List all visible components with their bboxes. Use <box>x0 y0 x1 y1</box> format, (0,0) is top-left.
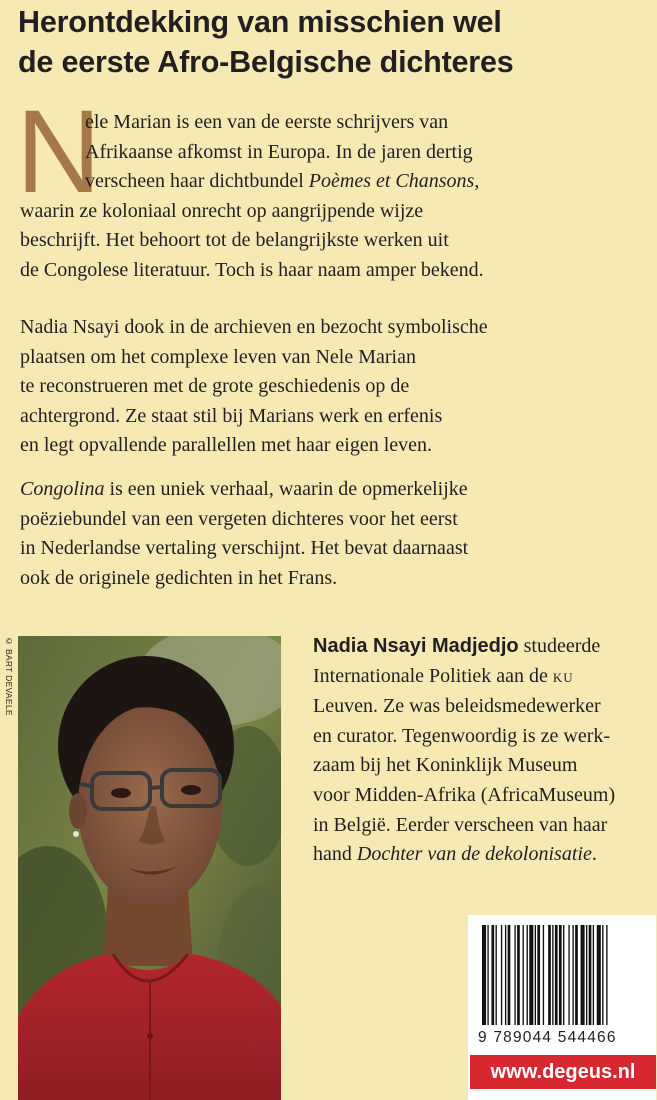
barcode-bar <box>508 925 511 1025</box>
bio-line: Internationale Politiek aan de KU <box>313 664 574 687</box>
paragraph-line: Congolina is een uniek verhaal, waarin de opmerkelijke <box>20 478 468 500</box>
bio-line: en curator. Tegenwoordig is ze werk- <box>313 724 611 747</box>
barcode-bar <box>606 925 607 1025</box>
barcode-bar <box>487 925 488 1025</box>
barcode-bar <box>529 925 533 1025</box>
paragraph-line: poëziebundel van een vergeten dichteres voor het eerst <box>20 507 458 530</box>
barcode-bar <box>586 925 587 1025</box>
paragraph-line: Nadia Nsayi dook in de archieven en bezocht symbolische <box>20 316 488 338</box>
headline <box>18 2 648 82</box>
bio-line: Leuven. Ze was beleidsmedewerker <box>313 695 601 718</box>
barcode-bar <box>602 925 603 1025</box>
bio-line: voor Midden-Afrika (AfricaMuseum) <box>313 783 616 806</box>
intro-line: waarin ze koloniaal onrecht op aangrijpende wijze <box>20 199 424 222</box>
barcode-bar <box>597 925 601 1025</box>
barcode-bar <box>548 925 551 1025</box>
paragraph-line: te reconstrueren met de grote geschiedenis op de <box>20 375 410 397</box>
paragraph-line: en legt opvallende parallellen met haar eigen leven. <box>20 434 433 456</box>
barcode-bar <box>593 925 594 1025</box>
barcode-bar <box>543 925 544 1025</box>
paragraph-2 <box>20 313 640 461</box>
headline-line-1: Herontdekking van misschien wel <box>18 5 502 39</box>
barcode-bar <box>552 925 553 1025</box>
barcode-bar <box>572 925 573 1025</box>
barcode-bar <box>568 925 569 1025</box>
book-title-dochter: Dochter van de dekolonisatie <box>356 843 592 866</box>
barcode-bar <box>537 925 540 1025</box>
intro-line: beschrijft. Het behoort tot de belangrijkste werken uit <box>20 229 449 251</box>
bio-line: zaam bij het Koninklijk Museum <box>313 754 578 777</box>
book-title-congolina: Congolina <box>20 478 105 500</box>
intro-line: Afrikaanse afkomst in Europa. In de jaren dertig <box>85 140 473 163</box>
headline-line-2: de eerste Afro-Belgische dichteres <box>18 45 514 79</box>
paragraph-3 <box>20 475 640 593</box>
publisher-website[interactable]: www.degeus.nl <box>470 1055 656 1089</box>
paragraph-line: plaatsen om het complexe leven van Nele Marian <box>20 345 416 368</box>
intro-line: de Congolese literatuur. Toch is haar naam amper bekend. <box>20 258 484 281</box>
book-title-poemes: Poèmes et Chansons <box>308 170 475 192</box>
barcode-bar <box>559 925 562 1025</box>
barcode-bar <box>505 925 506 1025</box>
bio-line: hand Dochter van de dekolonisatie. <box>313 843 597 866</box>
barcode-bar <box>535 925 536 1025</box>
barcode-bar <box>496 925 497 1025</box>
barcode-bar <box>589 925 592 1025</box>
photo-credit: © BART DEVAELE <box>4 636 14 716</box>
author-photo <box>18 636 281 1100</box>
barcode-bar <box>491 925 494 1025</box>
intro-line: ele Marian is een van de eerste schrijvers van <box>85 111 449 133</box>
barcode-bar <box>501 925 502 1025</box>
barcode-bar <box>517 925 520 1025</box>
paragraph-line: ook de originele gedichten in het Frans. <box>20 566 338 589</box>
barcode-bar <box>514 925 515 1025</box>
barcode-bar <box>523 925 524 1025</box>
intro-line: verscheen haar dichtbundel Poèmes et Chansons, <box>85 170 480 192</box>
barcode-bar <box>575 925 578 1025</box>
author-bio <box>313 632 653 870</box>
barcode <box>468 915 656 1035</box>
barcode-bar <box>555 925 558 1025</box>
barcode-bar <box>563 925 564 1025</box>
bio-line: Nadia Nsayi Madjedjo studeerde <box>313 635 601 657</box>
intro-paragraph <box>20 108 640 285</box>
barcode-bar <box>482 925 486 1025</box>
paragraph-line: achtergrond. Ze staat stil bij Marians werk en erfenis <box>20 404 443 427</box>
barcode-bar <box>581 925 585 1025</box>
paragraph-line: in Nederlandse vertaling verschijnt. Het bevat daarnaast <box>20 537 469 559</box>
barcode-bar <box>527 925 528 1025</box>
bio-line: in België. Eerder verscheen van haar <box>313 813 608 836</box>
author-name: Nadia Nsayi Madjedjo <box>313 635 519 657</box>
drop-cap: N <box>16 86 102 218</box>
isbn-number: 9 789044 544466 <box>478 1029 617 1046</box>
